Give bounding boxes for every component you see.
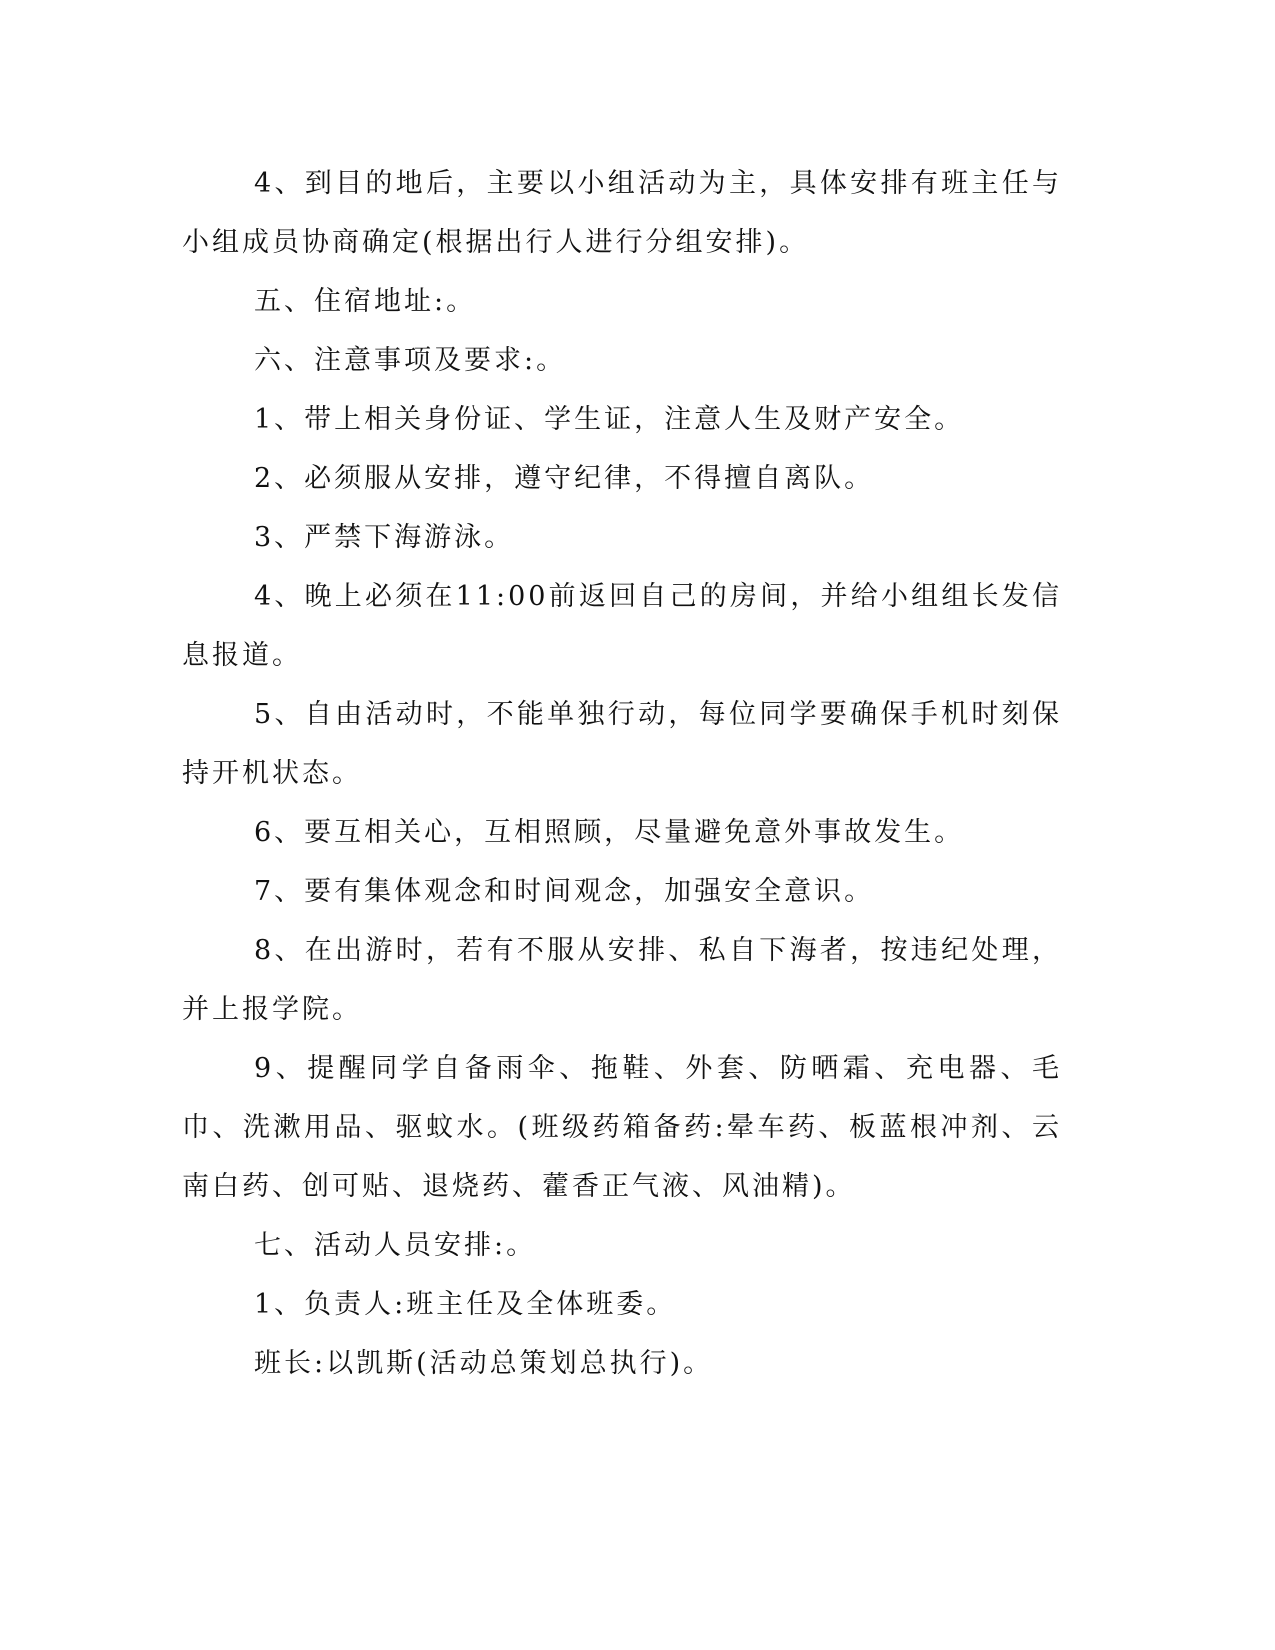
paragraph-section-notes: 六、注意事项及要求:。 — [254, 345, 567, 376]
paragraph-note-6: 6、要互相关心，互相照顾，尽量避免意外事故发生。 — [254, 817, 965, 848]
paragraph-note-1: 1、带上相关身份证、学生证，注意人生及财产安全。 — [254, 404, 965, 435]
paragraph-item4-destination: 4、到目的地后，主要以小组活动为主，具体安排有班主任与小组成员协商确定(根据出行人进行分组安排)。 — [182, 168, 1062, 258]
paragraph-staff-monitor: 班长:以凯斯(活动总策划总执行)。 — [254, 1348, 714, 1379]
paragraph-staff-1: 1、负责人:班主任及全体班委。 — [254, 1289, 677, 1320]
document-body — [182, 154, 1062, 1393]
paragraph-note-4: 4、晚上必须在11:00前返回自己的房间，并给小组组长发信息报道。 — [182, 581, 1062, 671]
paragraph-note-5: 5、自由活动时，不能单独行动，每位同学要确保手机时刻保持开机状态。 — [182, 699, 1062, 789]
paragraph-note-9: 9、提醒同学自备雨伞、拖鞋、外套、防晒霜、充电器、毛巾、洗漱用品、驱蚊水。(班级药箱备药:晕车药、板蓝根冲剂、云南白药、创可贴、退烧药、藿香正气液、风油精)。 — [182, 1053, 1062, 1202]
paragraph-note-7: 7、要有集体观念和时间观念，加强安全意识。 — [254, 876, 875, 907]
paragraph-note-2: 2、必须服从安排，遵守纪律，不得擅自离队。 — [254, 463, 875, 494]
paragraph-section-lodging: 五、住宿地址:。 — [254, 286, 477, 317]
paragraph-section-staff: 七、活动人员安排:。 — [254, 1230, 537, 1261]
paragraph-note-3: 3、严禁下海游泳。 — [254, 522, 515, 553]
paragraph-note-8: 8、在出游时，若有不服从安排、私自下海者，按违纪处理，并上报学院。 — [182, 935, 1062, 1025]
